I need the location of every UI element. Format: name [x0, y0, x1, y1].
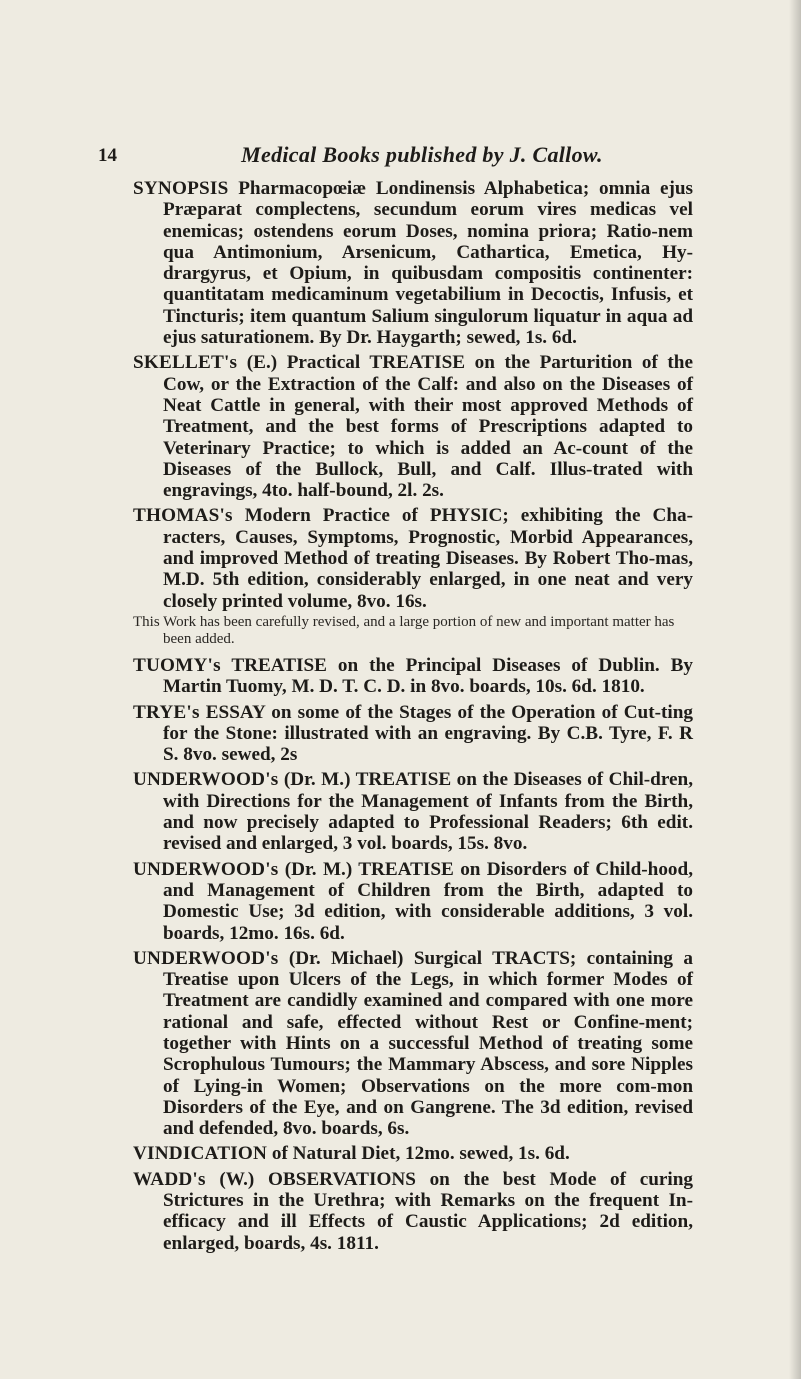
entry-underwood-tracts: [133, 948, 693, 1140]
running-title: Medical Books published by J. Callow.: [241, 142, 603, 167]
entry-tuomy: [133, 655, 693, 698]
entry-text: (Dr. M.) TREATISE on the Diseases of Chil-dren, with Directions for the Management of Infants from the Birth, and now precisely adapted to Professional Readers; 6th edit. revised and enlarged, 3 vol. boards, 15s. 8vo.: [163, 769, 693, 855]
page-edge-shadow: [789, 0, 801, 1379]
entry-underwood-children: [133, 769, 693, 854]
entry-lead: VINDICATION: [133, 1143, 268, 1165]
entry-lead: UNDERWOOD's: [133, 858, 279, 880]
entry-text: (Dr. M.) TREATISE on Disorders of Child-hood, and Management of Children from the Birth, adapted to Domestic Use; 3d edition, with considerable additions, 3 vol. boards, 12mo. 16s. 6d.: [163, 858, 693, 944]
entry-lead: WADD's: [133, 1168, 206, 1190]
page-header: [98, 139, 718, 175]
entry-text: Modern Practice of PHYSIC; exhibiting the Cha-racters, Causes, Symptoms, Prognostic, Morbid Appearances, and improved Method of treating Diseases. By Robert Tho-mas, M.D. 5th edition, considerably enlarged, in one neat and very closely printed volume, 8vo. 16s.: [163, 505, 693, 612]
entry-underwood-childhood: [133, 859, 693, 944]
entry-text: (E.) Practical TREATISE on the Parturition of the Cow, or the Extraction of the Calf: and also on the Diseases of Neat Cattle in general, with their most approved Methods of Treatment, and the best forms of Prescriptions adapted to Veterinary Practice; to which is added an Ac-count of the Diseases of the Bullock, Bull, and Calf. Illus-trated with engravings, 4to. half-bound, 2l. 2s.: [163, 352, 693, 502]
entry-lead: TRYE's: [133, 701, 200, 723]
entry-trye: [133, 702, 693, 766]
book-entries: [133, 178, 693, 1258]
entry-lead: TUOMY's: [133, 654, 221, 676]
entry-text: of Natural Diet, 12mo. sewed, 1s. 6d.: [267, 1143, 570, 1165]
page-number: 14: [98, 145, 117, 166]
entry-lead: SKELLET's: [133, 352, 238, 374]
entry-lead: THOMAS's: [133, 505, 233, 527]
entry-text: (W.) OBSERVATIONS on the best Mode of curing Strictures in the Urethra; with Remarks on the frequent In-efficacy and ill Effects of Caustic Applications; 2d edition, enlarged, boards, 4s. 1811.: [163, 1168, 693, 1254]
entry-lead: UNDERWOOD's: [133, 947, 279, 969]
entry-lead: SYNOPSIS: [133, 178, 229, 199]
entry-skellet: [133, 352, 693, 501]
entry-lead: UNDERWOOD's: [133, 769, 279, 791]
entry-text: Pharmacopœiæ Londinensis Alphabetica; omnia ejus Præparat complectens, secundum eorum vires medicas vel enemicas; ostendens eorum Doses, nomina priora; Ratio-nem qua Antimonium, Arsenicum, Cathartica, Emetica, Hy-drargyrus, et Opium, in quibusdam compositis continenter: quantitatam medicaminum vegetabilium in Decoctis, Infusis, et Tincturis; item quantum Salium singulorum liquatur in aqua ad ejus saturationem. By Dr. Haygarth; sewed, 1s. 6d.: [163, 178, 693, 349]
entry-synopsis: [133, 178, 693, 348]
entry-text: ESSAY on some of the Stages of the Operation of Cut-ting for the Stone: illustrated with an engraving. By C.B. Tyre, F. R S. 8vo. sewed, 2s: [163, 701, 693, 766]
entry-wadd: [133, 1169, 693, 1254]
entry-thomas: [133, 505, 693, 611]
entry-thomas-note: This Work has been carefully revised, and a large portion of new and important matter has been added.: [133, 613, 675, 647]
entry-text: TREATISE on the Principal Diseases of Dublin. By Martin Tuomy, M. D. T. C. D. in 8vo. boards, 10s. 6d. 1810.: [163, 654, 693, 698]
entry-vindication: [133, 1143, 693, 1164]
entry-text: (Dr. Michael) Surgical TRACTS; containing a Treatise upon Ulcers of the Legs, in which former Modes of Treatment are candidly examined and compared with one more rational and safe, effected without Rest or Confine-ment; together with Hints on a successful Method of treating some Scrophulous Tumours; the Mammary Abscess, and sore Nipples of Lying-in Women; Observations on the more com-mon Disorders of the Eye, and on Gangrene. The 3d edition, revised and defended, 8vo. boards, 6s.: [163, 947, 693, 1140]
